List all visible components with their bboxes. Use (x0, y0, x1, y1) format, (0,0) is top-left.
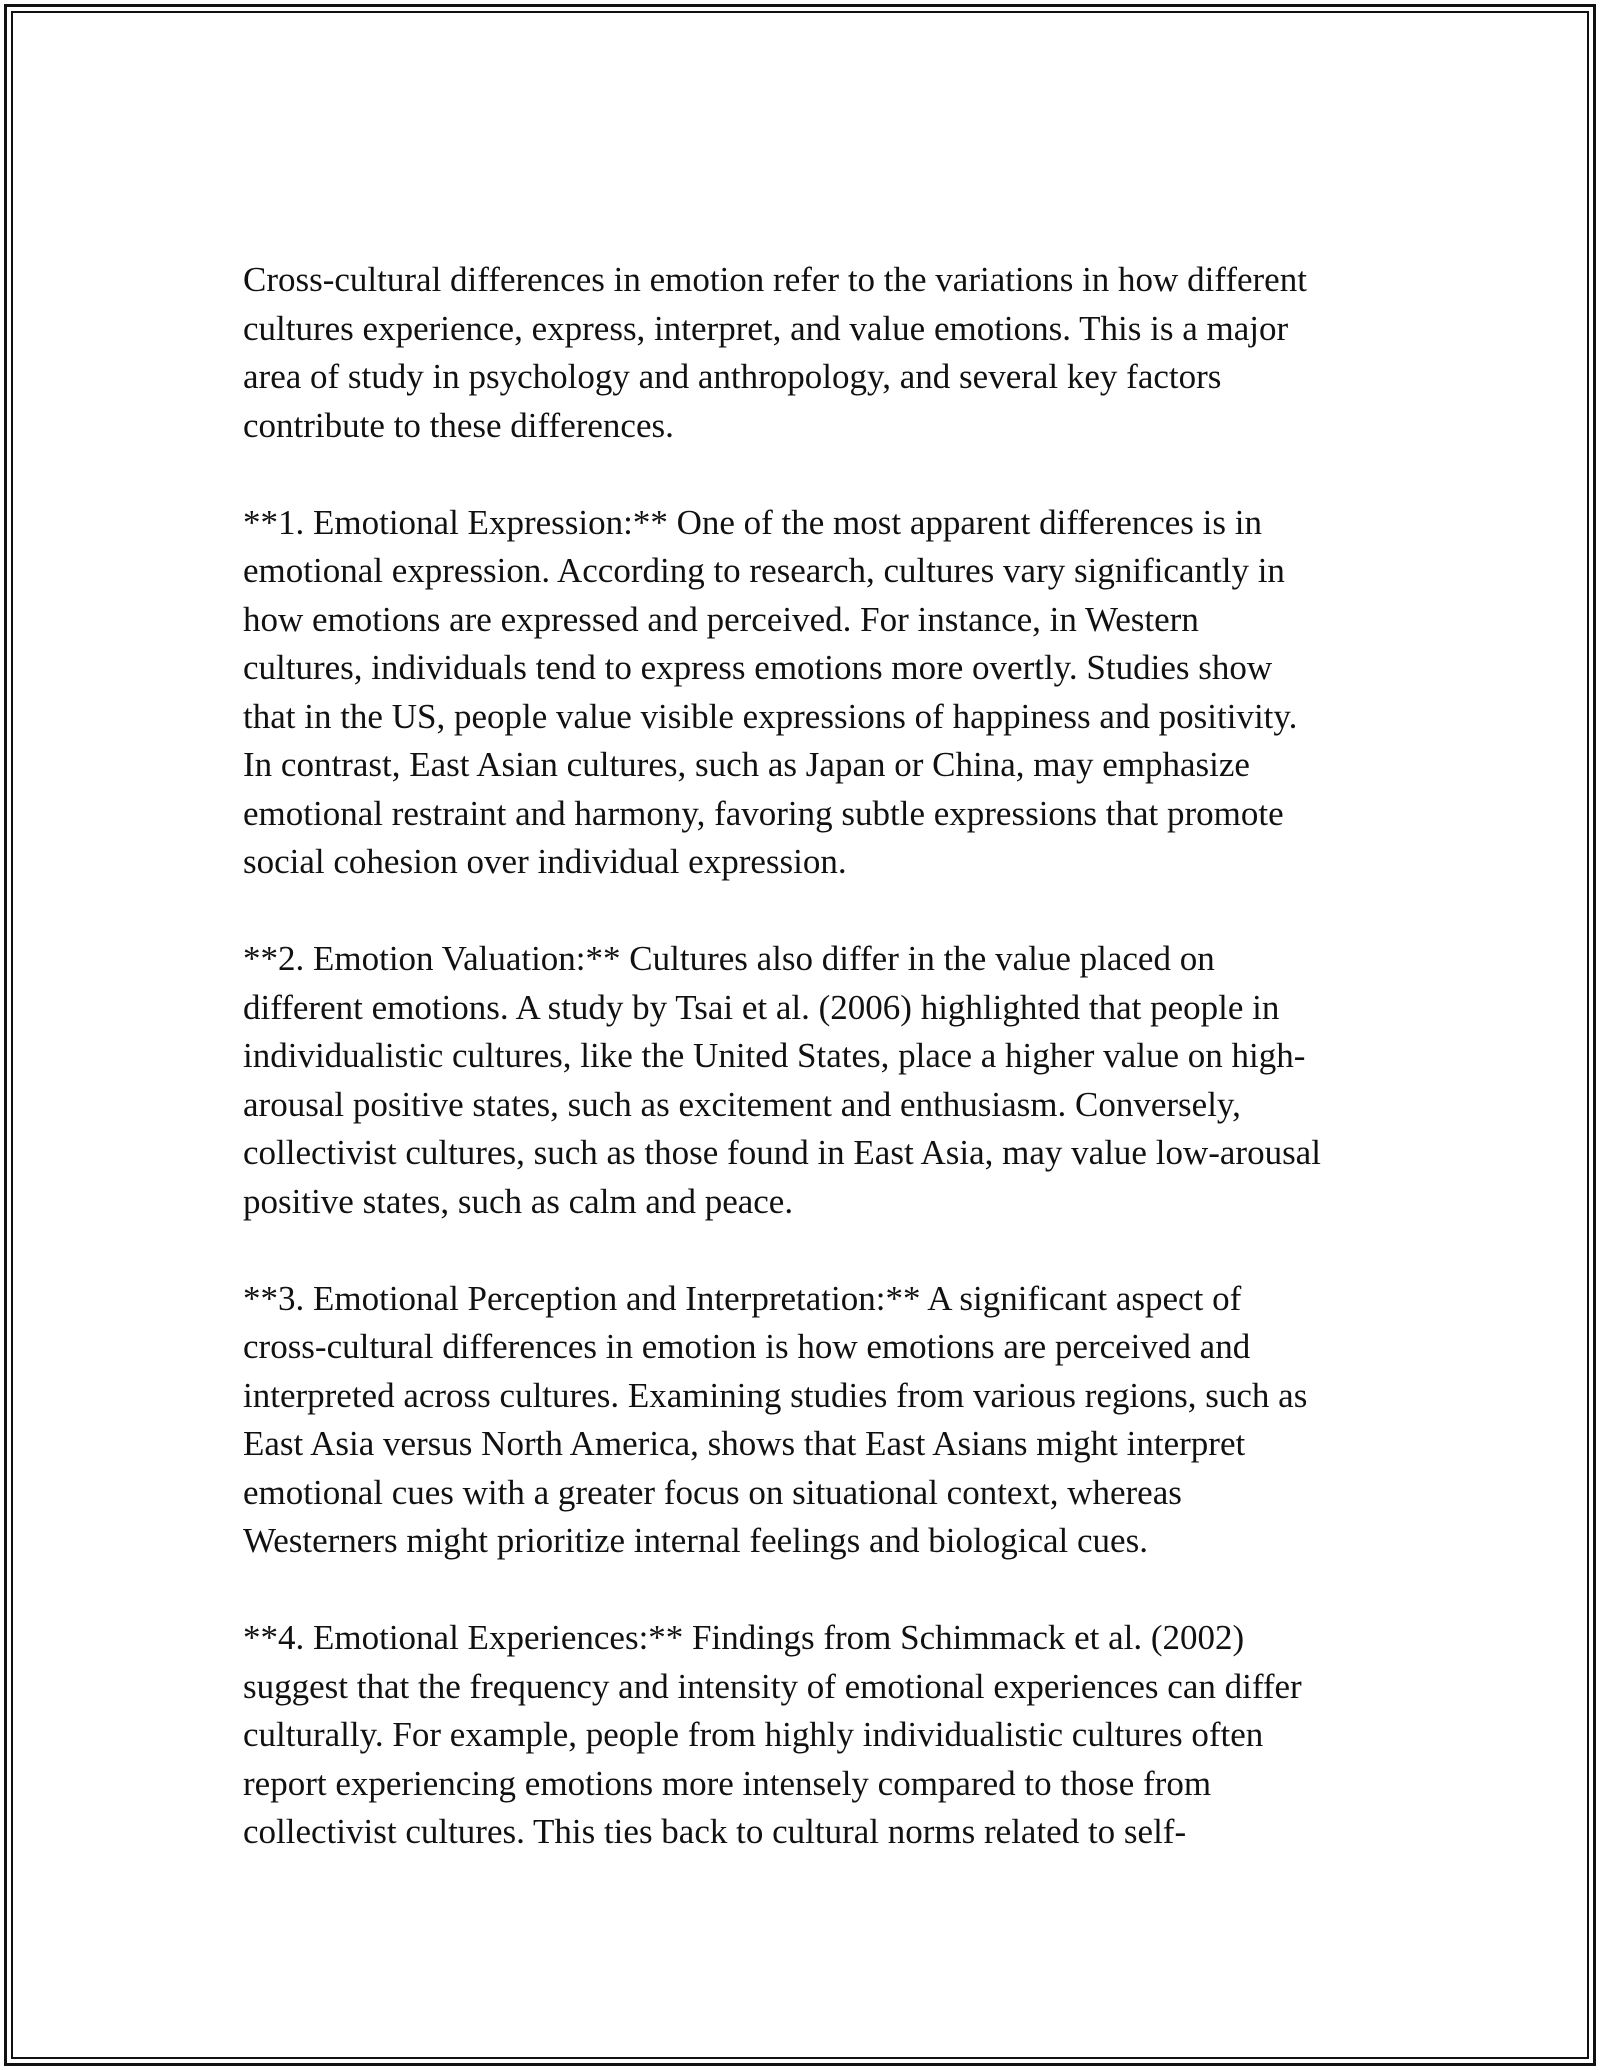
document-body (243, 256, 1393, 1857)
intro-paragraph: Cross-cultural differences in emotion refer to the variations in how different cultures experience, express, interpret, and value emotions. This is a major area of study in psychology and anthropology, and several key factors contribute to these differences. (243, 260, 1307, 445)
emotional-experiences-paragraph: **4. Emotional Experiences:** Findings from Schimmack et al. (2002) suggest that the frequency and intensity of emotional experiences can differ culturally. For example, people from highly individualistic cultures often report experiencing emotions more intensely compared to those from collectivist cultures. This ties back to cultural norms related to self- (243, 1618, 1302, 1851)
emotion-valuation-paragraph: **2. Emotion Valuation:** Cultures also differ in the value placed on different emotions. A study by Tsai et al. (2006) highlighted that people in individualistic cultures, like the United States, place a higher value on high- arousal positive states, such as excitement and enthusiasm. Conversely, collectivist cultures, such as those found in East Asia, may value low-arousal positive states, such as calm and peace. (243, 939, 1321, 1221)
emotional-expression-paragraph: **1. Emotional Expression:** One of the most apparent differences is in emotional expression. According to research, cultures vary significantly in how emotions are expressed and perceived. For instance, in Western cultures, individuals tend to express emotions more overtly. Studies show that in the US, people value visible expressions of happiness and positivity. In contrast, East Asian cultures, such as Japan or China, may emphasize emotional restraint and harmony, favoring subtle expressions that promote social cohesion over individual expression. (243, 502, 1298, 881)
page-border (4, 4, 1596, 2066)
emotional-perception-paragraph: **3. Emotional Perception and Interpretation:** A significant aspect of cross-cultural differences in emotion is how emotions are perceived and interpreted across cultures. Examining studies from various regions, such as East Asia versus North America, shows that East Asians might interpret emotional cues with a greater focus on situational context, whereas Westerners might prioritize internal feelings and biological cues. (243, 1278, 1308, 1560)
